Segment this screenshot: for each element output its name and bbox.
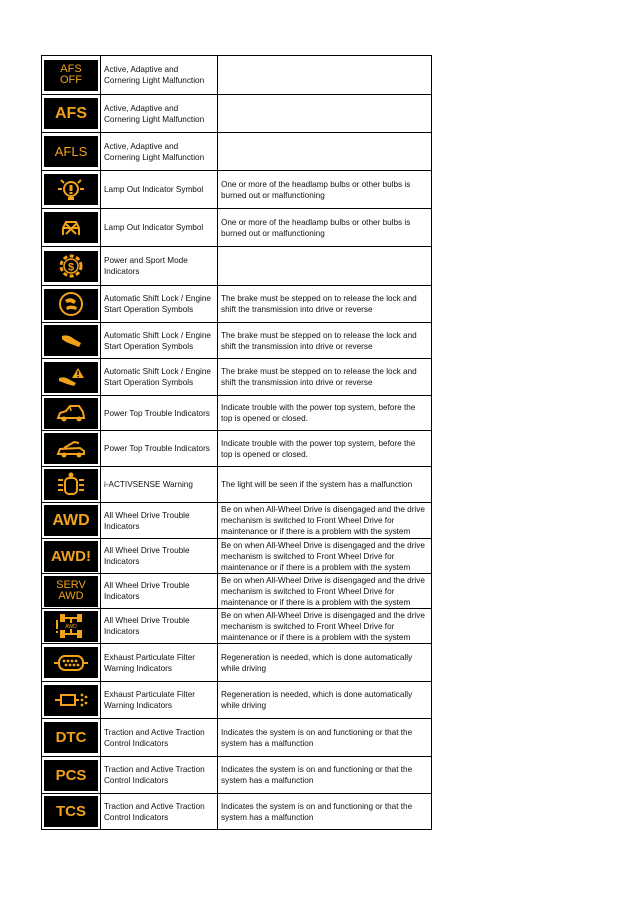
indicator-description-cell: [218, 574, 432, 608]
indicator-name: All Wheel Drive Trouble Indicators: [104, 616, 190, 636]
afls-icon: [44, 136, 98, 167]
afs-icon: [44, 98, 98, 129]
indicator-description-cell: [218, 503, 432, 538]
table-row: [42, 574, 432, 609]
indicator-description-cell: [218, 209, 432, 246]
table-row: [42, 396, 432, 431]
indicator-description-cell: [218, 794, 432, 829]
indicator-name-cell: [101, 209, 218, 246]
indicator-description: The brake must be stepped on to release the lock and shift the transmission into drive or reverse: [221, 294, 417, 314]
indicator-description: One or more of the headlamp bulbs or other bulbs is burned out or malfunctioning: [221, 217, 411, 238]
icon-cell: [42, 323, 101, 358]
icon-cell: [42, 644, 101, 681]
indicator-name: Power Top Trouble Indicators: [104, 408, 210, 418]
icon-label: AFLS: [54, 144, 88, 159]
indicator-name-cell: [101, 609, 218, 643]
indicator-name-cell: [101, 359, 218, 395]
indicator-name-cell: [101, 431, 218, 466]
indicator-name: Automatic Shift Lock / Engine Start Operation Symbols: [104, 294, 211, 314]
table-row: [42, 644, 432, 682]
indicator-description: Regeneration is needed, which is done automatically while driving: [221, 690, 413, 710]
indicator-name: Automatic Shift Lock / Engine Start Operation Symbols: [104, 367, 211, 387]
indicator-name-cell: [101, 794, 218, 829]
icon-cell: [42, 133, 101, 170]
icon-label: DTC: [55, 729, 87, 746]
indicator-description-cell: [218, 171, 432, 208]
indicator-name-cell: [101, 286, 218, 322]
lamp-out-bulb-icon: [44, 174, 98, 205]
indicator-name: Exhaust Particulate Filter Warning Indicators: [104, 652, 196, 673]
dtc-icon: [44, 722, 98, 753]
indicator-name-cell: [101, 644, 218, 681]
indicator-description-cell: [218, 56, 432, 94]
indicator-description-cell: [218, 133, 432, 170]
indicator-name: All Wheel Drive Trouble Indicators: [104, 546, 190, 566]
indicator-name-cell: [101, 574, 218, 608]
indicator-name-cell: [101, 133, 218, 170]
table-row: [42, 56, 432, 95]
table-row: [42, 431, 432, 467]
indicator-name-cell: [101, 467, 218, 502]
indicator-description-cell: [218, 719, 432, 756]
foot-pedal-icon: [44, 325, 98, 356]
indicator-table: [41, 55, 432, 830]
particulate-filter-icon: [44, 647, 98, 678]
icon-cell: [42, 719, 101, 756]
icon-label: OFF: [60, 74, 82, 86]
table-row: [42, 719, 432, 757]
indicator-name-cell: [101, 247, 218, 285]
icon-cell: [42, 247, 101, 285]
indicator-description-cell: [218, 323, 432, 358]
icon-label: AWD: [52, 511, 90, 529]
indicator-name-cell: [101, 503, 218, 538]
pcs-icon: [44, 760, 98, 791]
table-row: [42, 133, 432, 171]
icon-cell: [42, 286, 101, 322]
indicator-name-cell: [101, 171, 218, 208]
exhaust-filter-icon: [44, 685, 98, 716]
indicator-name-cell: [101, 56, 218, 94]
indicator-name: Lamp Out Indicator Symbol: [104, 185, 204, 194]
indicator-description-cell: [218, 757, 432, 793]
icon-label: AWD!: [51, 547, 91, 565]
icon-cell: [42, 503, 101, 538]
icon-label: AFS: [60, 63, 82, 75]
table-row: [42, 95, 432, 133]
indicator-name: All Wheel Drive Trouble Indicators: [104, 581, 190, 601]
indicator-name-cell: [101, 396, 218, 430]
indicator-name: Traction and Active Traction Control Indicators: [104, 727, 205, 748]
brake-pedal-circle-icon: [44, 289, 98, 320]
awd-warning-icon: [44, 541, 98, 572]
icon-cell: [42, 467, 101, 502]
indicator-description-cell: [218, 95, 432, 132]
table-row: [42, 247, 432, 286]
indicator-name: Exhaust Particulate Filter Warning Indicators: [104, 690, 196, 710]
table-row: [42, 323, 432, 359]
indicator-description: Indicate trouble with the power top system, before the top is opened or closed.: [221, 438, 416, 459]
indicator-description-cell: [218, 682, 432, 718]
icon-cell: [42, 209, 101, 246]
icon-cell: [42, 682, 101, 718]
icon-label: PCS: [55, 766, 87, 784]
icon-cell: [42, 56, 101, 94]
indicator-description-cell: [218, 644, 432, 681]
indicator-name: Power and Sport Mode Indicators: [104, 256, 188, 276]
indicator-description: The light will be seen if the system has a malfunction: [221, 480, 413, 489]
indicator-description: Indicates the system is on and functioning or that the system has a malfunction: [221, 801, 413, 822]
indicator-name: Automatic Shift Lock / Engine Start Operation Symbols: [104, 330, 211, 351]
indicator-name: All Wheel Drive Trouble Indicators: [104, 510, 190, 531]
table-row: [42, 539, 432, 574]
table-row: [42, 286, 432, 323]
indicator-name-cell: [101, 757, 218, 793]
icon-label: SERV: [56, 579, 86, 591]
indicator-description-cell: [218, 609, 432, 643]
indicator-description: One or more of the headlamp bulbs or other bulbs is burned out or malfunctioning: [221, 179, 411, 200]
table-row: [42, 171, 432, 209]
icon-cell: [42, 171, 101, 208]
indicator-description-cell: [218, 286, 432, 322]
indicator-name-cell: [101, 719, 218, 756]
indicator-description: Indicates the system is on and functioning or that the system has a malfunction: [221, 765, 413, 785]
indicator-description: The brake must be stepped on to release the lock and shift the transmission into drive or reverse: [221, 367, 417, 387]
table-row: [42, 359, 432, 396]
table-row: [42, 503, 432, 539]
lamp-out-car-icon: [44, 212, 98, 243]
icon-cell: [42, 95, 101, 132]
indicator-description-cell: [218, 247, 432, 285]
indicator-name-cell: [101, 323, 218, 358]
table-row: [42, 467, 432, 503]
indicator-name: Traction and Active Traction Control Indicators: [104, 765, 205, 785]
indicator-description: The brake must be stepped on to release the lock and shift the transmission into drive or reverse: [221, 330, 417, 351]
i-activsense-icon: [44, 469, 98, 500]
afs-off-icon: [44, 60, 98, 91]
power-mode-gear-icon: [44, 251, 98, 282]
table-row: [42, 209, 432, 247]
serv-awd-icon: [44, 576, 98, 607]
icon-label: AWD: [58, 590, 84, 602]
indicator-description-cell: [218, 539, 432, 573]
indicator-description-cell: [218, 359, 432, 395]
indicator-name: i-ACTIVSENSE Warning: [104, 480, 193, 489]
indicator-description: Indicates the system is on and functioning or that the system has a malfunction: [221, 727, 413, 748]
icon-cell: [42, 609, 101, 643]
indicator-name: Power Top Trouble Indicators: [104, 444, 210, 453]
indicator-description: Be on when All-Wheel Drive is disengaged and the drive mechanism is switched to Front Wheel Drive for maintenance or if there is a problem with the system: [221, 575, 425, 607]
foot-pedal-warning-icon: [44, 362, 98, 393]
icon-cell: [42, 574, 101, 608]
icon-cell: [42, 396, 101, 430]
indicator-description: Regeneration is needed, which is done automatically while driving: [221, 652, 413, 673]
indicator-description-cell: [218, 396, 432, 430]
indicator-name: Active, Adaptive and Cornering Light Malfunction: [104, 103, 205, 124]
table-row: [42, 794, 432, 830]
svg-text:$: $: [67, 261, 75, 274]
awd-icon: [44, 505, 98, 536]
indicator-name-cell: [101, 539, 218, 573]
icon-label: AFS: [55, 104, 87, 122]
icon-cell: [42, 757, 101, 793]
indicator-description: Be on when All-Wheel Drive is disengaged and the drive mechanism is switched to Front Wheel Drive for maintenance or if there is a problem with the system: [221, 505, 425, 536]
icon-cell: [42, 431, 101, 466]
icon-cell: [42, 539, 101, 573]
icon-cell: [42, 359, 101, 395]
indicator-name: Active, Adaptive and Cornering Light Malfunction: [104, 141, 205, 162]
tcs-icon: [44, 796, 98, 827]
icon-cell: [42, 794, 101, 829]
indicator-name: Active, Adaptive and Cornering Light Malfunction: [104, 65, 205, 85]
table-row: [42, 609, 432, 644]
icon-label: TCS: [56, 803, 86, 820]
indicator-description-cell: [218, 431, 432, 466]
table-row: [42, 682, 432, 719]
svg-text:AWD: AWD: [65, 624, 77, 630]
indicator-description: Indicate trouble with the power top system, before the top is opened or closed.: [221, 403, 416, 423]
indicator-name: Lamp Out Indicator Symbol: [104, 223, 204, 232]
indicator-name-cell: [101, 95, 218, 132]
indicator-description-cell: [218, 467, 432, 502]
indicator-description: Be on when All-Wheel Drive is disengaged and the drive mechanism is switched to Front Wheel Drive for maintenance or if there is a problem with the system: [221, 610, 425, 642]
awd-drivetrain-icon: [44, 611, 98, 642]
convertible-top-icon: [44, 398, 98, 429]
indicator-name: Traction and Active Traction Control Indicators: [104, 801, 205, 822]
indicator-description: Be on when All-Wheel Drive is disengaged and the drive mechanism is switched to Front Wheel Drive for maintenance or if there is a problem with the system: [221, 540, 425, 572]
convertible-roof-icon: [44, 433, 98, 464]
indicator-name-cell: [101, 682, 218, 718]
table-row: [42, 757, 432, 794]
